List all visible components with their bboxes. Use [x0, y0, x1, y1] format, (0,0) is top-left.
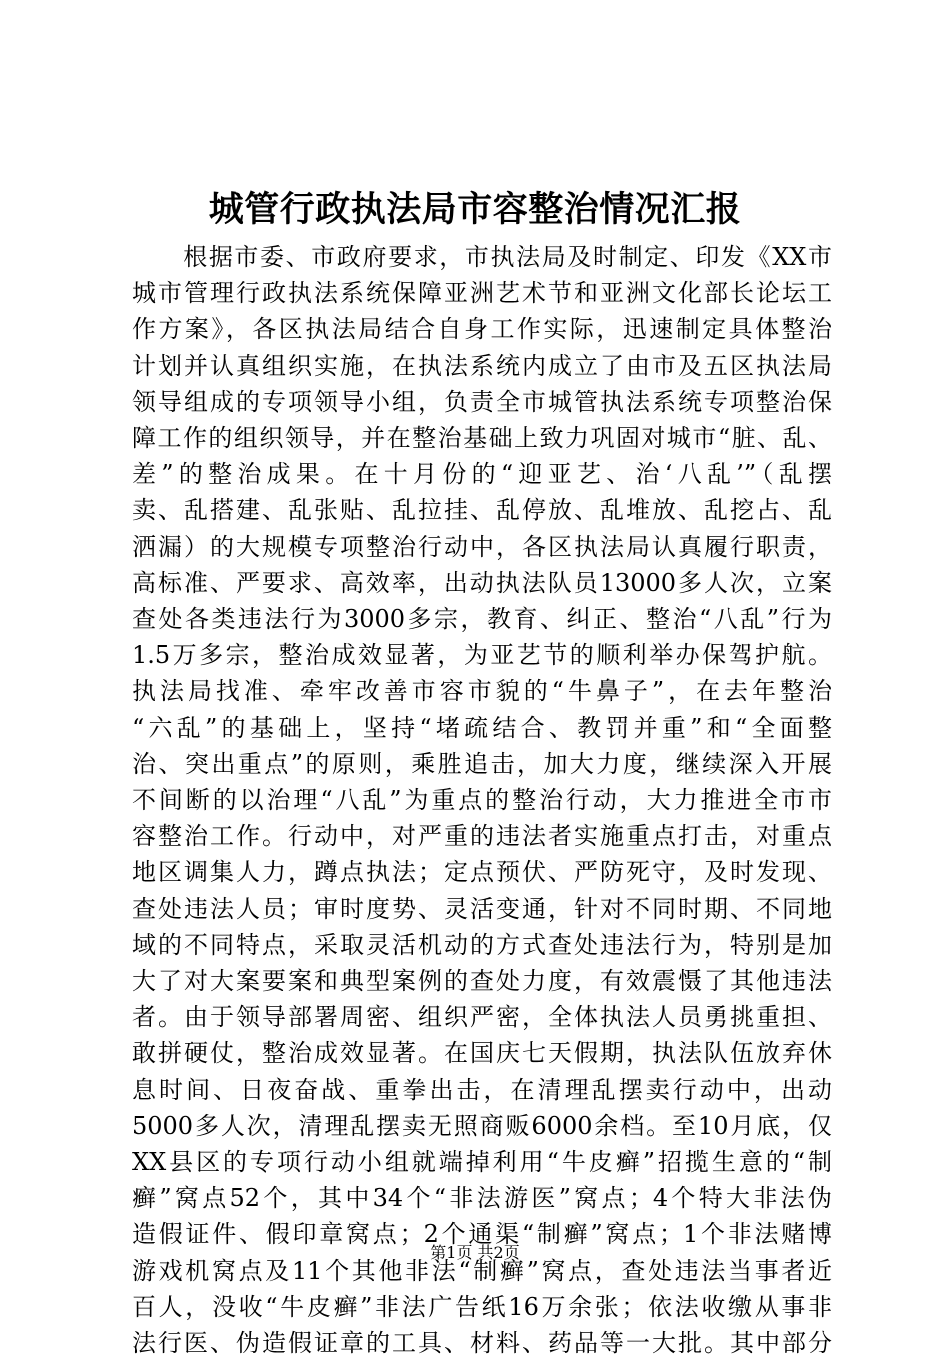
- body-line: 卖、乱搭建、乱张贴、乱拉挂、乱停放、乱堆放、乱挖占、乱: [132, 496, 832, 525]
- body-line: 高标准、严要求、高效率，出动执法队员13000多人次，立案: [132, 568, 832, 597]
- body-line: 城市管理行政执法系统保障亚洲艺术节和亚洲文化部长论坛工: [132, 279, 832, 308]
- document-body: [132, 239, 832, 1361]
- body-line: 百人，没收“牛皮癣”非法广告纸16万余张；依法收缴从事非: [132, 1292, 832, 1321]
- body-line: 障工作的组织领导，并在整治基础上致力巩固对城市“脏、乱、: [132, 424, 832, 453]
- body-line: 敢拼硬仗，整治成效显著。在国庆七天假期，执法队伍放弃休: [132, 1039, 832, 1068]
- body-line: 领导组成的专项领导小组，负责全市城管执法系统专项整治保: [132, 387, 832, 416]
- body-line: 洒漏）的大规模专项整治行动中，各区执法局认真履行职责，: [132, 532, 832, 561]
- body-line: 计划并认真组织实施，在执法系统内成立了由市及五区执法局: [132, 351, 832, 380]
- body-line: 息时间、日夜奋战、重拳出击，在清理乱摆卖行动中，出动: [132, 1075, 832, 1104]
- body-line: 根据市委、市政府要求，市执法局及时制定、印发《XX市: [132, 243, 832, 271]
- body-line: “六乱”的基础上，坚持“堵疏结合、教罚并重”和“全面整: [132, 713, 832, 742]
- body-line: 不间断的以治理“八乱”为重点的整治行动，大力推进全市市: [132, 786, 832, 815]
- body-line: 大了对大案要案和典型案例的查处力度，有效震慑了其他违法: [132, 967, 832, 996]
- body-line: 游戏机窝点及11个其他非法“制癣”窝点，查处违法当事者近: [132, 1256, 832, 1285]
- body-line: 容整治工作。行动中，对严重的违法者实施重点打击，对重点: [132, 822, 832, 851]
- body-line: 域的不同特点，采取灵活机动的方式查处违法行为，特别是加: [132, 930, 832, 959]
- body-line: 造假证件、假印章窝点；2个通渠“制癣”窝点；1个非法赌博: [132, 1220, 832, 1249]
- body-line: 地区调集人力，蹲点执法；定点预伏、严防死守，及时发现、: [132, 858, 832, 887]
- body-line: 执法局找准、牵牢改善市容市貌的“牛鼻子”，在去年整治: [132, 677, 832, 706]
- body-line: 癣”窝点52个，其中34个“非法游医”窝点；4个特大非法伪: [132, 1184, 832, 1213]
- body-line: 差”的整治成果。在十月份的“迎亚艺、治‘八乱’”（乱摆: [132, 460, 832, 489]
- body-line: 查处违法人员；审时度势、灵活变通，针对不同时期、不同地: [132, 894, 832, 923]
- body-line: 5000多人次，清理乱摆卖无照商贩6000余档。至10月底，仅: [132, 1111, 832, 1140]
- body-line: 法行医、伪造假证章的工具、材料、药品等一大批。其中部分: [132, 1329, 832, 1358]
- page-number-footer: 第1页 共2页: [430, 1243, 520, 1262]
- document-title: 城管行政执法局市容整治情况汇报: [208, 189, 742, 230]
- body-line: XX县区的专项行动小组就端掉利用“牛皮癣”招揽生意的“制: [132, 1148, 832, 1177]
- body-line: 作方案》，各区执法局结合自身工作实际，迅速制定具体整治: [132, 315, 832, 344]
- body-line: 查处各类违法行为3000多宗，教育、纠正、整治“八乱”行为: [132, 605, 832, 634]
- body-line: 治、突出重点”的原则，乘胜追击，加大力度，继续深入开展: [132, 749, 832, 778]
- body-line: 1.5万多宗，整治成效显著，为亚艺节的顺利举办保驾护航。: [132, 641, 832, 670]
- body-line: 者。由于领导部署周密、组织严密，全体执法人员勇挑重担、: [132, 1003, 832, 1032]
